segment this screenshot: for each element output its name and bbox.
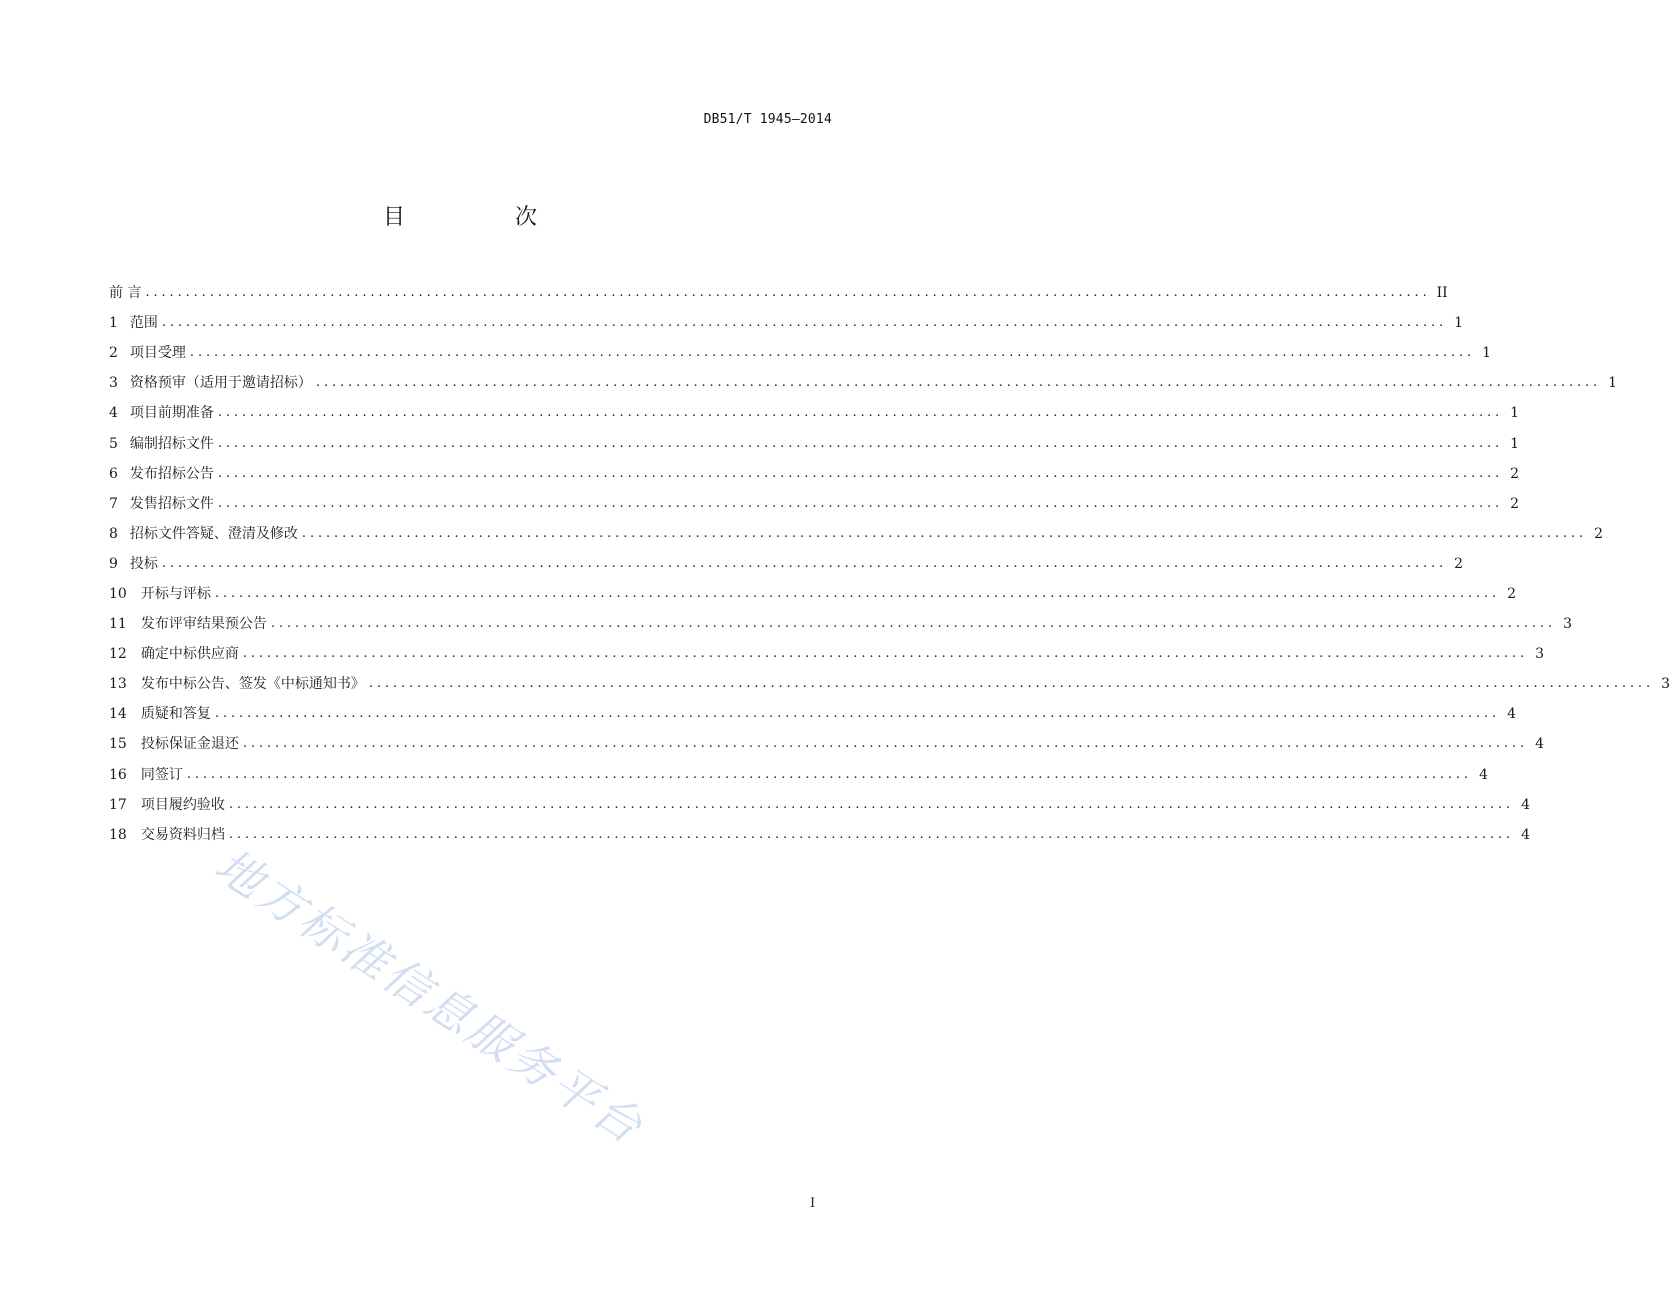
- toc-entry-page: 1: [1482, 345, 1492, 362]
- toc-entry-number: 13: [109, 676, 127, 693]
- dot-leader: ................................................................................................................................................................: [217, 495, 1504, 511]
- toc-entry-page: 1: [1510, 435, 1520, 452]
- toc-entry[interactable]: [109, 609, 1572, 639]
- toc-entry-page: 3: [1563, 616, 1572, 633]
- dot-leader: ................................................................................................................................................................: [368, 676, 1654, 692]
- toc-entry-number: 12: [109, 646, 127, 663]
- toc-entry[interactable]: [109, 278, 1448, 308]
- dot-leader: ................................................................................................................................................................: [228, 796, 1514, 812]
- toc-entry-page: 1: [1510, 405, 1520, 422]
- standard-code: DB51/T 1945—2014: [703, 112, 832, 127]
- toc-entry-page: 1: [1608, 375, 1618, 392]
- toc-entry-number: 15: [109, 736, 127, 753]
- toc-entry-page: 4: [1507, 706, 1516, 723]
- toc-entry[interactable]: [109, 519, 1604, 549]
- toc-entry-page: 3: [1535, 646, 1544, 663]
- toc-entry-page: 2: [1510, 465, 1520, 482]
- toc-entry-label: 前 言: [109, 285, 142, 302]
- toc-entry-number: 17: [109, 796, 127, 813]
- toc-entry-page: 1: [1454, 315, 1464, 332]
- toc-entry-number: 1: [109, 315, 118, 332]
- toc-entry-label: 项目履约验收: [140, 796, 225, 813]
- toc-entry-number: 3: [109, 375, 118, 392]
- toc-entry-page: 2: [1454, 555, 1464, 572]
- toc-entry[interactable]: [109, 459, 1520, 489]
- toc-entry[interactable]: [109, 760, 1488, 790]
- toc-entry-number: 11: [109, 616, 127, 633]
- dot-leader: ................................................................................................................................................................: [270, 616, 1556, 632]
- toc-entry-page: II: [1436, 285, 1448, 302]
- toc-entry-label: 质疑和答复: [140, 706, 211, 723]
- toc-entry[interactable]: [109, 820, 1530, 850]
- toc-entry-page: 4: [1479, 766, 1488, 783]
- toc-entry-label: 投标保证金退还: [140, 736, 239, 753]
- toc-entry-label: 发布评审结果预公告: [140, 616, 267, 633]
- toc-entry[interactable]: [109, 729, 1544, 759]
- toc-entry-label: 同签订: [140, 766, 183, 783]
- toc-entry-label: 项目受理: [129, 345, 186, 362]
- dot-leader: ................................................................................................................................................................: [242, 646, 1528, 662]
- toc-entry-number: 2: [109, 345, 118, 362]
- dot-leader: ................................................................................................................................................................: [189, 345, 1476, 361]
- toc-entry-label: 招标文件答疑、澄清及修改: [129, 525, 298, 542]
- toc-entry-label: 投标: [129, 555, 158, 572]
- toc-entry-label: 范围: [129, 315, 158, 332]
- toc-entry[interactable]: [109, 308, 1464, 338]
- toc-entry-number: 8: [109, 525, 118, 542]
- toc-entry-number: 7: [109, 495, 118, 512]
- page-title: 目 次: [382, 205, 581, 230]
- toc-entry-page: 4: [1521, 796, 1530, 813]
- dot-leader: ................................................................................................................................................................: [301, 525, 1588, 541]
- dot-leader: ................................................................................................................................................................: [217, 435, 1504, 451]
- toc-entry-label: 发售招标文件: [129, 495, 214, 512]
- toc-entry-number: 6: [109, 465, 118, 482]
- dot-leader: ................................................................................................................................................................: [217, 405, 1504, 421]
- toc-entry[interactable]: [109, 549, 1464, 579]
- toc-entry[interactable]: [109, 398, 1520, 428]
- dot-leader: ................................................................................................................................................................: [242, 736, 1528, 752]
- toc-entry[interactable]: [109, 428, 1520, 458]
- table-of-contents: [109, 278, 1670, 850]
- toc-entry-label: 项目前期准备: [129, 405, 214, 422]
- toc-entry-number: 14: [109, 706, 127, 723]
- toc-entry[interactable]: [109, 489, 1520, 519]
- toc-entry-number: 4: [109, 405, 118, 422]
- toc-entry[interactable]: [109, 699, 1516, 729]
- watermark: 地方标准信息服务平台: [205, 837, 655, 1156]
- dot-leader: ................................................................................................................................................................: [214, 706, 1500, 722]
- dot-leader: ................................................................................................................................................................: [145, 285, 1431, 301]
- toc-entry-label: 发布招标公告: [129, 465, 214, 482]
- toc-entry-page: 4: [1521, 826, 1530, 843]
- toc-entry[interactable]: [109, 338, 1492, 368]
- dot-leader: ................................................................................................................................................................: [217, 465, 1504, 481]
- toc-entry-label: 交易资料归档: [140, 826, 225, 843]
- toc-entry[interactable]: [109, 579, 1516, 609]
- dot-leader: ................................................................................................................................................................: [161, 315, 1448, 331]
- toc-entry[interactable]: [109, 368, 1618, 398]
- dot-leader: ................................................................................................................................................................: [186, 766, 1472, 782]
- dot-leader: ................................................................................................................................................................: [228, 826, 1514, 842]
- toc-entry-label: 资格预审（适用于邀请招标）: [129, 375, 312, 392]
- toc-entry-page: 3: [1661, 676, 1670, 693]
- toc-entry-page: 2: [1507, 585, 1516, 602]
- toc-entry-page: 2: [1510, 495, 1520, 512]
- toc-entry[interactable]: [109, 639, 1544, 669]
- dot-leader: ................................................................................................................................................................: [315, 375, 1602, 391]
- toc-entry[interactable]: [109, 669, 1670, 699]
- toc-entry-number: 16: [109, 766, 127, 783]
- toc-entry-number: 5: [109, 435, 118, 452]
- dot-leader: ................................................................................................................................................................: [214, 585, 1500, 601]
- toc-entry[interactable]: [109, 790, 1530, 820]
- toc-entry-label: 编制招标文件: [129, 435, 214, 452]
- toc-entry-label: 确定中标供应商: [140, 646, 239, 663]
- toc-entry-number: 10: [109, 585, 127, 602]
- toc-entry-page: 2: [1594, 525, 1604, 542]
- toc-entry-page: 4: [1535, 736, 1544, 753]
- page-number: I: [810, 1196, 816, 1211]
- toc-entry-label: 发布中标公告、签发《中标通知书》: [140, 676, 365, 693]
- toc-entry-number: 9: [109, 555, 118, 572]
- toc-entry-number: 18: [109, 826, 127, 843]
- toc-entry-label: 开标与评标: [140, 585, 211, 602]
- dot-leader: ................................................................................................................................................................: [161, 555, 1448, 571]
